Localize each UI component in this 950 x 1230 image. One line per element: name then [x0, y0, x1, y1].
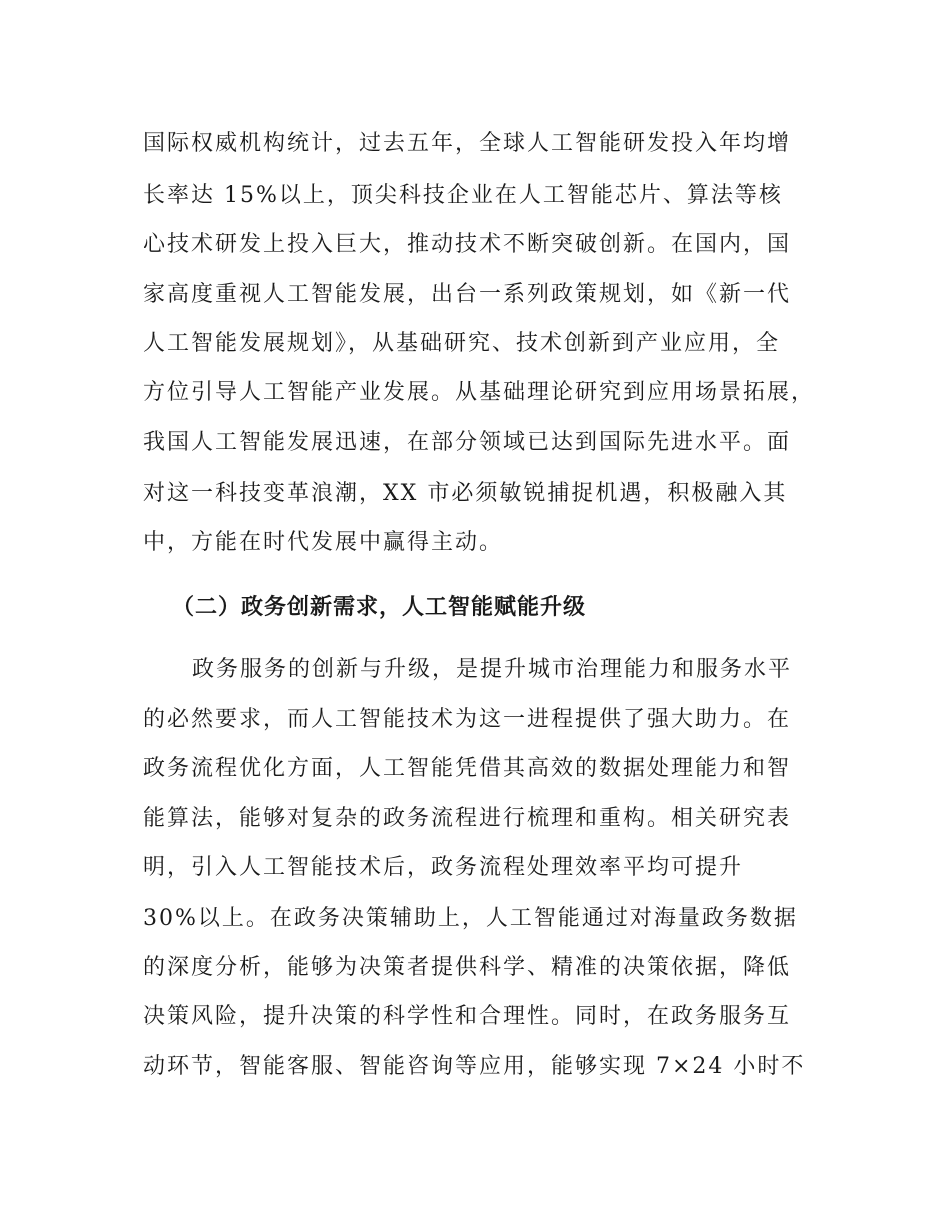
para2-line-4: 能算法，能够对复杂的政务流程进行梳理和重构。相关研究表 — [143, 806, 792, 831]
para1-line-3: 心技术研发上投入巨大，推动技术不断突破创新。在国内，国 — [143, 232, 792, 257]
para1-line-6: 方位引导人工智能产业发展。从基础理论研究到应用场景拓展， — [143, 380, 816, 405]
para2-line-2: 的必然要求，而人工智能技术为这一进程提供了强大助力。在 — [143, 707, 792, 732]
para2-line-8: 决策风险，提升决策的科学性和合理性。同时，在政务服务互 — [143, 1004, 792, 1029]
para1-line-4: 家高度重视人工智能发展，出台一系列政策规划，如《新一代 — [143, 282, 792, 307]
section-heading: （二）政务创新需求，人工智能赋能升级 — [172, 595, 587, 620]
para1-line-8: 对这一科技变革浪潮，XX 市必须敏锐捕捉机遇，积极融入其 — [143, 481, 788, 506]
para1-line-5: 人工智能发展规划》，从基础研究、技术创新到产业应用，全 — [143, 331, 781, 356]
para1-line-9: 中，方能在时代发展中赢得主动。 — [143, 530, 504, 555]
para2-line-3: 政务流程优化方面，人工智能凭借其高效的数据处理能力和智 — [143, 756, 792, 781]
para2-line-6: 30%以上。在政务决策辅助上，人工智能通过对海量政务数据 — [143, 906, 798, 931]
para2-line-9: 动环节，智能客服、智能咨询等应用，能够实现 7×24 小时不 — [143, 1054, 806, 1079]
para1-line-1: 国际权威机构统计，过去五年，全球人工智能研发投入年均增 — [143, 131, 792, 156]
para1-line-2: 长率达 15%以上，顶尖科技企业在人工智能芯片、算法等核 — [143, 183, 783, 208]
para2-line-5: 明，引入人工智能技术后，政务流程处理效率平均可提升 — [143, 855, 744, 880]
para2-line-7: 的深度分析，能够为决策者提供科学、精准的决策依据，降低 — [143, 955, 792, 980]
para1-line-7: 我国人工智能发展迅速，在部分领域已达到国际先进水平。面 — [143, 430, 792, 455]
para2-line-1: 政务服务的创新与升级，是提升城市治理能力和服务水平 — [192, 657, 793, 682]
